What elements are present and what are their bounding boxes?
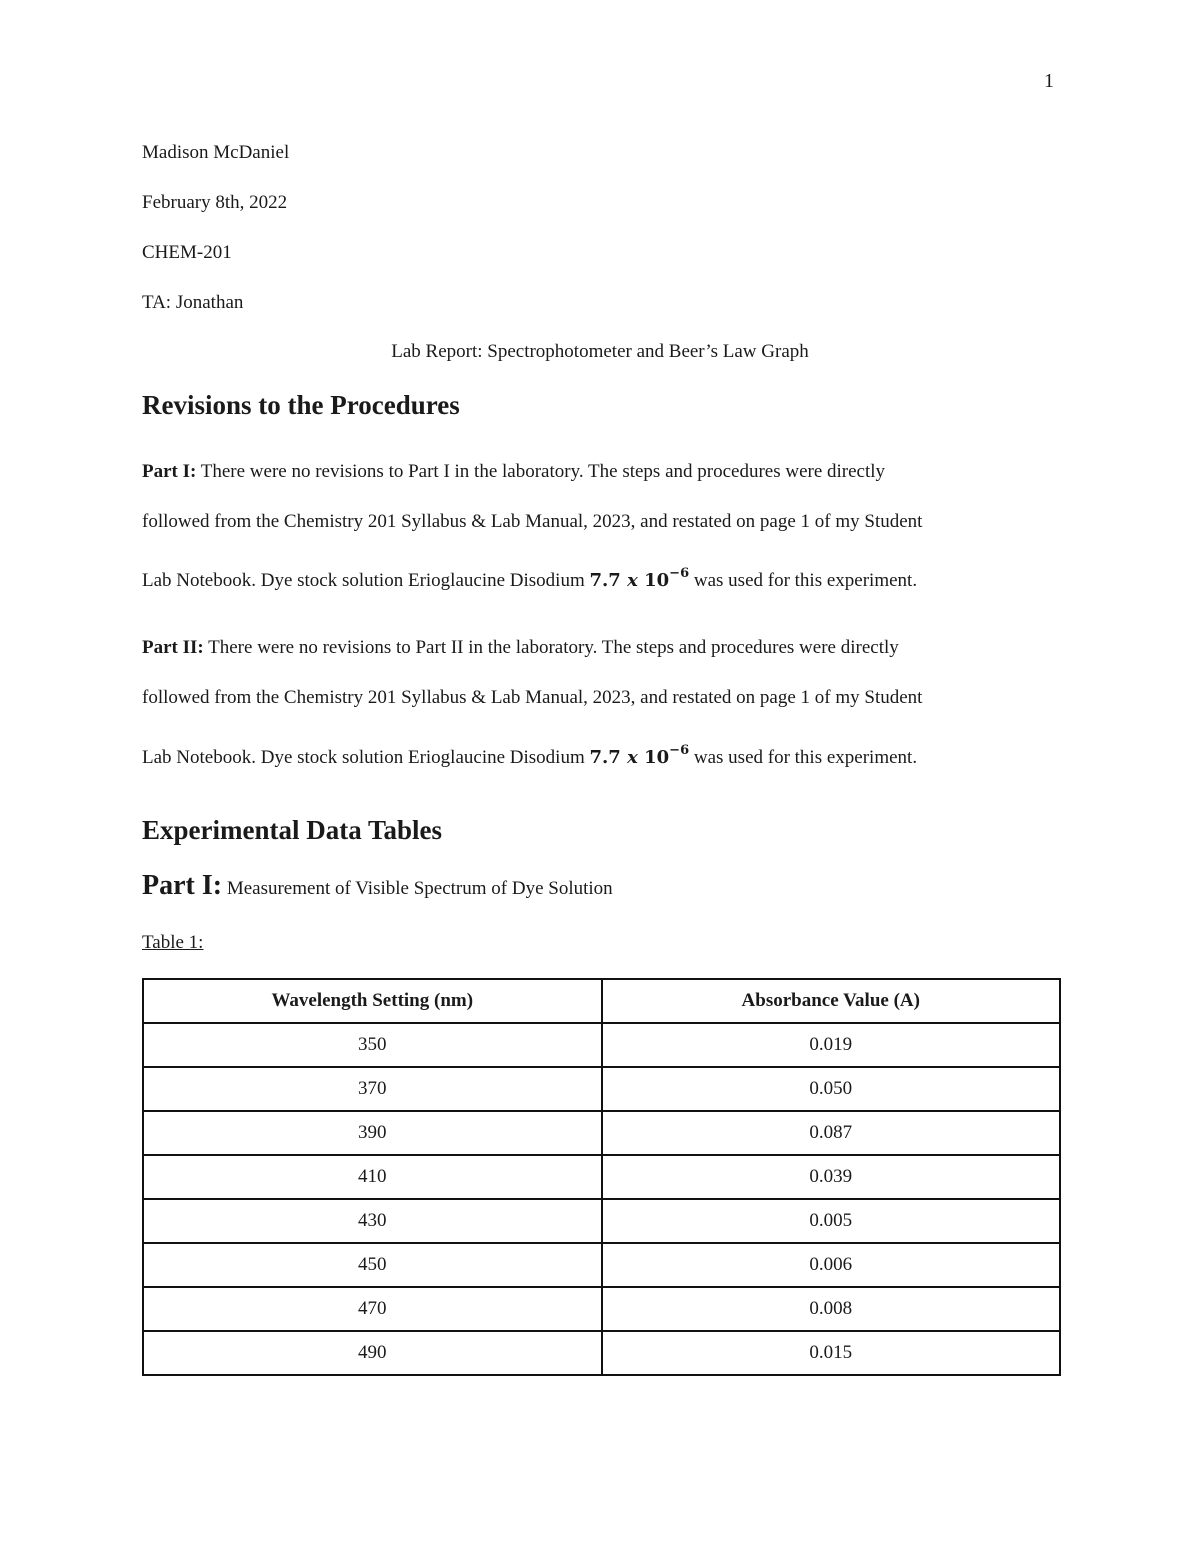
part1-math-base: 7.7 xyxy=(589,570,621,591)
report-title: Lab Report: Spectrophotometer and Beer’s Law Graph xyxy=(391,341,809,362)
report-date: February 8th, 2022 xyxy=(142,192,288,213)
revisions-heading: Revisions to the Procedures xyxy=(142,390,460,420)
part1-line2: followed from the Chemistry 201 Syllabus & Lab Manual, 2023, and restated on page 1 of my Student xyxy=(142,511,923,532)
wavelength-cell: 490 xyxy=(143,1331,602,1375)
part1-math-exponent: −6 xyxy=(669,566,690,581)
wavelength-cell: 470 xyxy=(143,1287,602,1331)
teaching-assistant: TA: Jonathan xyxy=(142,292,244,313)
absorbance-cell: 0.050 xyxy=(602,1067,1061,1111)
table-row xyxy=(143,1243,1060,1287)
part2-line1-text: There were no revisions to Part II in the laboratory. The steps and procedures were directly xyxy=(203,637,899,658)
experimental-part-label: Part I: xyxy=(142,870,223,901)
experimental-part-heading xyxy=(142,870,613,902)
table-row xyxy=(143,1155,1060,1199)
table-header-row xyxy=(143,979,1060,1023)
part2-line1 xyxy=(142,637,899,659)
part2-line2: followed from the Chemistry 201 Syllabus & Lab Manual, 2023, and restated on page 1 of my Student xyxy=(142,687,923,708)
part2-line3 xyxy=(142,745,917,769)
wavelength-cell: 370 xyxy=(143,1067,602,1111)
part2-math-base: 7.7 xyxy=(589,747,621,768)
absorbance-cell: 0.039 xyxy=(602,1155,1061,1199)
absorbance-cell: 0.087 xyxy=(602,1111,1061,1155)
part2-concentration xyxy=(589,743,690,768)
part2-math-x: x xyxy=(627,747,638,768)
table-caption: Table 1: xyxy=(142,932,204,953)
table-row xyxy=(143,1287,1060,1331)
wavelength-cell: 410 xyxy=(143,1155,602,1199)
header-wavelength: Wavelength Setting (nm) xyxy=(143,979,602,1023)
course-code: CHEM-201 xyxy=(142,242,232,263)
part2-line3-pre: Lab Notebook. Dye stock solution Erioglaucine Disodium xyxy=(142,747,590,768)
part1-line1-text: There were no revisions to Part I in the laboratory. The steps and procedures were directly xyxy=(196,461,886,482)
experimental-part-description: Measurement of Visible Spectrum of Dye Solution xyxy=(222,878,613,899)
part1-line3 xyxy=(142,568,917,592)
wavelength-cell: 350 xyxy=(143,1023,602,1067)
part2-math-ten: 10 xyxy=(644,747,670,768)
absorbance-cell: 0.008 xyxy=(602,1287,1061,1331)
experimental-heading: Experimental Data Tables xyxy=(142,815,443,845)
page-number: 1 xyxy=(1044,70,1054,92)
part2-label: Part II: xyxy=(142,637,204,658)
table-row xyxy=(143,1199,1060,1243)
part1-line3-pre: Lab Notebook. Dye stock solution Erioglaucine Disodium xyxy=(142,570,590,591)
table-row xyxy=(143,1023,1060,1067)
absorbance-cell: 0.005 xyxy=(602,1199,1061,1243)
header-absorbance: Absorbance Value (A) xyxy=(602,979,1061,1023)
part1-label: Part I: xyxy=(142,461,197,482)
part1-concentration xyxy=(589,566,690,591)
author-name: Madison McDaniel xyxy=(142,142,290,163)
wavelength-cell: 390 xyxy=(143,1111,602,1155)
wavelength-cell: 450 xyxy=(143,1243,602,1287)
table-row xyxy=(143,1331,1060,1375)
absorbance-cell: 0.006 xyxy=(602,1243,1061,1287)
spectrum-data-table xyxy=(142,978,1061,1376)
wavelength-cell: 430 xyxy=(143,1199,602,1243)
part2-math-exponent: −6 xyxy=(669,743,690,758)
part1-line3-post: was used for this experiment. xyxy=(689,570,918,591)
part1-math-ten: 10 xyxy=(644,570,670,591)
part1-math-x: x xyxy=(627,570,638,591)
table-row xyxy=(143,1111,1060,1155)
part2-line3-post: was used for this experiment. xyxy=(689,747,918,768)
absorbance-cell: 0.019 xyxy=(602,1023,1061,1067)
part1-line1 xyxy=(142,461,885,483)
absorbance-cell: 0.015 xyxy=(602,1331,1061,1375)
table-row xyxy=(143,1067,1060,1111)
